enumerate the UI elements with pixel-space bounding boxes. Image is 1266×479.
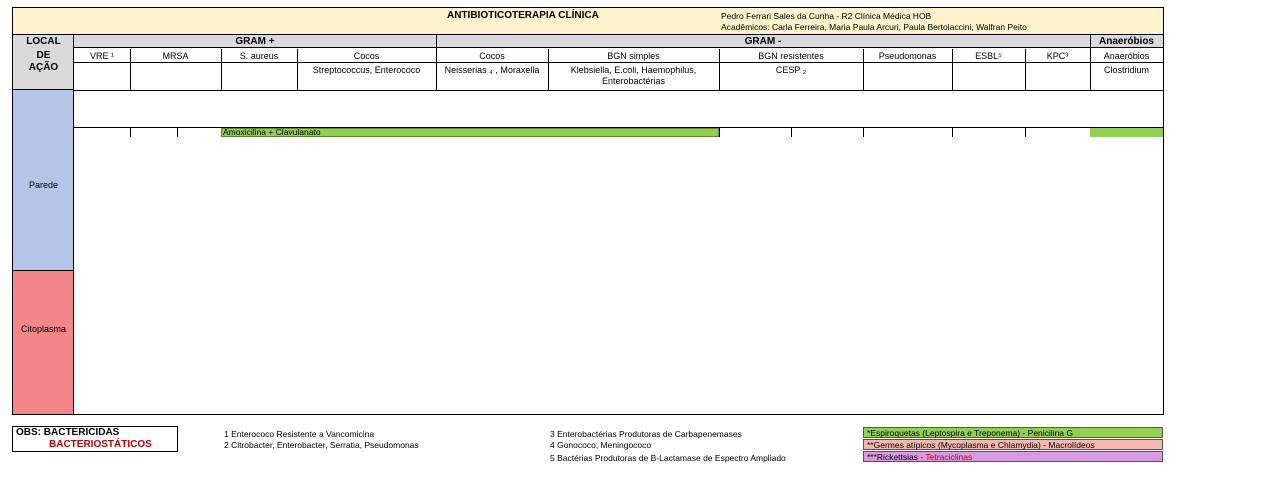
tick xyxy=(719,128,720,137)
footnote-4: 4 Gonococo, Meningococo xyxy=(550,440,652,450)
legend-rickettsias xyxy=(863,451,1163,462)
column-header-0: VRE ¹ xyxy=(89,51,114,61)
col-header-divider xyxy=(74,62,1163,63)
page-title: ANTIBIOTICOTERAPIA CLÍNICA xyxy=(447,10,599,21)
authors-line-1: Pedro Ferrari Sales da Cunha - R2 Clínica Médica HOB xyxy=(721,11,932,21)
footnote-1: 1 Enterococo Resistente a Vancomicina xyxy=(224,429,375,439)
anaerobios-group-label: Anaeróbios xyxy=(1098,36,1154,47)
tick xyxy=(177,128,178,137)
legend-atipicos-drug: Macrolídeos xyxy=(1048,440,1095,450)
column-header-7: Pseudomonas xyxy=(878,51,937,61)
footnote-2: 2 Citrobacter, Enterobacter, Serratia, Pseudomonas xyxy=(224,440,419,450)
footnote-3: 3 Enterobactérias Produtoras de Carbapenemases xyxy=(550,429,742,439)
column-organisms-3: Streptococcus, Enterococo xyxy=(312,65,421,75)
footnote-5: 5 Bactérias Produtoras de B-Lactamase de Espectro Ampliado xyxy=(550,453,786,463)
column-header-5: BGN simples xyxy=(607,51,660,61)
column-organisms-4: Neisserias ₄ , Moraxella xyxy=(444,65,540,75)
column-header-3: Cocos xyxy=(353,51,380,61)
column-header-1: MRSA xyxy=(162,51,189,61)
column-organisms-5: Klebsiella, E.coli, Haemophilus, xyxy=(570,65,697,75)
authors-line-2: Acadêmicos: Carla Ferreira, Maria Paula Arcuri, Paula Bertolaccini, Walfran Peito xyxy=(721,22,1027,32)
gram-negative-label: GRAM - xyxy=(744,36,782,47)
column-header-10: Anaeróbios xyxy=(1103,51,1150,61)
local-label-3: AÇÃO xyxy=(28,62,59,73)
column-header-6: BGN resistentes xyxy=(758,51,824,61)
local-label-1: LOCAL xyxy=(26,36,61,47)
tick xyxy=(952,128,953,137)
legend-rickettsias-prefix: ***Rickettsias - xyxy=(867,452,926,462)
col-header-bottom xyxy=(13,90,1163,91)
gram-positive-label: GRAM + xyxy=(235,36,275,47)
column-organisms-5-line2: Enterobactérias xyxy=(601,76,666,86)
tick xyxy=(1025,128,1026,137)
column-header-9: KPC³ xyxy=(1046,51,1069,61)
column-header-8: ESBL⁵ xyxy=(975,51,1002,61)
legend-espiroquetas xyxy=(863,427,1163,438)
tick xyxy=(791,128,792,137)
tick xyxy=(863,128,864,137)
local-label-2: DE xyxy=(36,50,51,61)
obs-bacteriostaticos: BACTERIOSTÁTICOS xyxy=(49,439,152,450)
column-header-2: S. aureus xyxy=(239,51,279,61)
row-label-citoplasma: Citoplasma xyxy=(20,324,67,334)
drug-bar-label: Amoxicilina + Clavulanato xyxy=(223,127,321,137)
legend-espiroquetas-drug: Penicilina G xyxy=(1027,428,1074,438)
legend-atipicos xyxy=(863,439,1163,450)
legend-rickettsias-drug: Tetraciclinas xyxy=(925,452,973,462)
tick xyxy=(130,128,131,137)
row-citoplasma xyxy=(13,271,74,414)
column-organisms-10: Clostridium xyxy=(1103,65,1149,75)
legend-espiroquetas-prefix: *Espiroquetas (Leptospira e Treponema) - xyxy=(867,428,1028,438)
row-label-parede: Parede xyxy=(28,180,59,190)
drug-bar-anaerobios xyxy=(1090,128,1163,137)
column-organisms-6: CESP ₂ xyxy=(775,65,807,75)
legend-atipicos-prefix: **Germes atípicos (Mycoplasma e Chlamydia) - xyxy=(867,440,1049,450)
obs-bactericidas: OBS: BACTERICIDAS xyxy=(16,427,120,438)
column-header-4: Cocos xyxy=(479,51,505,61)
